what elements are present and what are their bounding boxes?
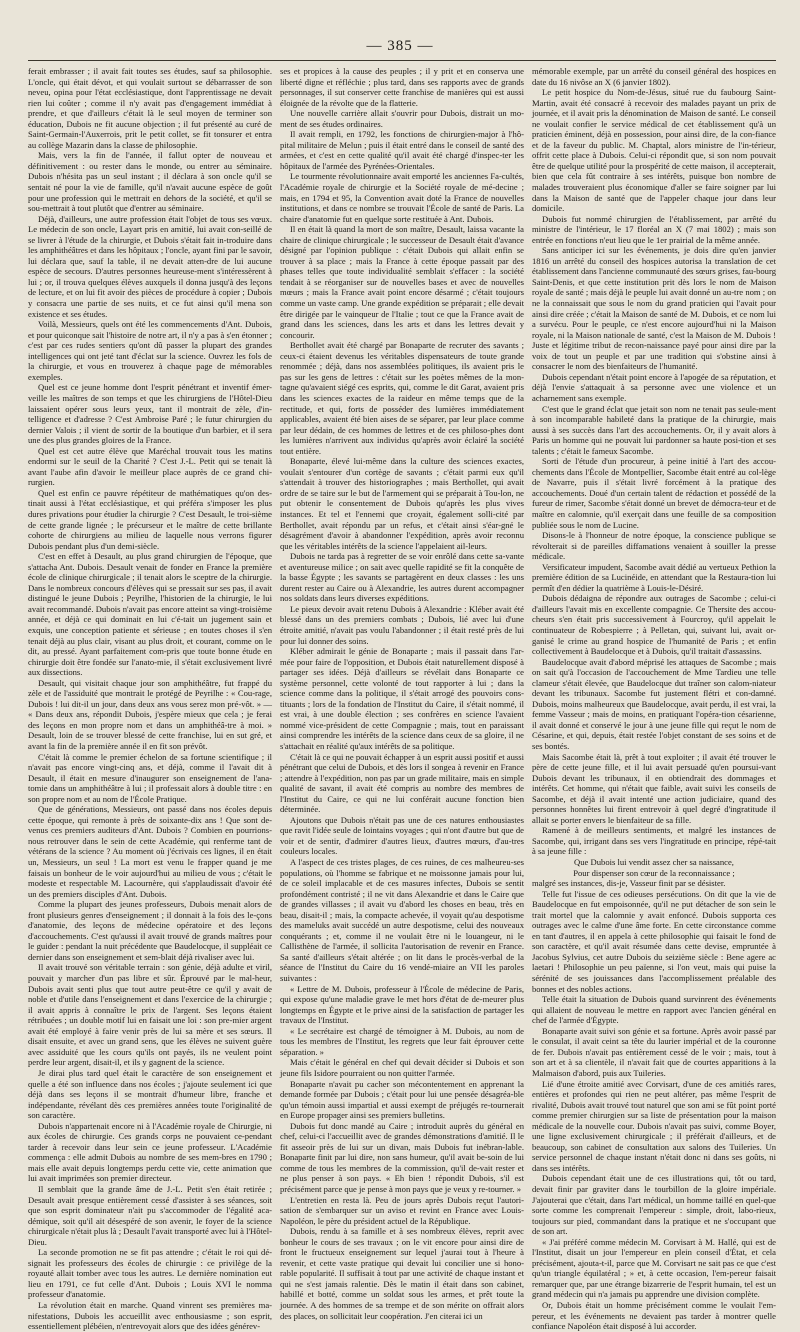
paragraph: malgré ses instances, dis-je, Vasseur finit par se désister. — [532, 878, 726, 889]
paragraph: Sans anticiper ici sur les événements, je dois dire qu'en janvier 1816 un arrêté du conseil des hospices autorisa la translation de cet établissement dans l'ancienne communauté des sœurs grises, fau-bourg Saint-Denis, et que cette institution prit dès lors le nom de Maison royale de santé ; mais déjà le peuple lui avait donné un au-tre nom ; on ne la connaissait que sous le nom du grand praticien qui l'avait pour ainsi dire créée ; c'était la Maison de santé de M. Dubois, et ce nom lui a survécu. Pour le peuple, ce n'est encore aujourd'hui ni la Maison royale, ni la Maison nationale de santé, c'est la Maison de M. Dubois ! Juste et légitime tribut de recon-naissance payé pour ainsi dire par la voix de tout un peuple et par une tradition qui s'obstine ainsi à consacrer le nom des bienfaiteurs de l'humanité. — [532, 245, 776, 372]
paragraph: Dubois ne tarda pas à regretter de se voir enrôlé dans cette sa-vante et aventureuse milice ; on sait avec quelle rapidité se fit la conquête de la basse Égypte ; les savants se partagèrent en deux classes : les uns durent rester au Caire ou à Alexandrie, les autres durent accompagner nos soldats dans leurs diverses expéditions. — [280, 551, 524, 604]
paragraph: « Lettre de M. Dubois, professeur à l'École de médecine de Paris, qui expose qu'une maladie grave le met hors d'état de de-meurer plus longtemps en Égypte et le prive ainsi de la satisfaction de partager les travaux de l'Institut. — [280, 983, 524, 1026]
paragraph: Déjà, d'ailleurs, une autre profession était l'objet de tous ses vœux. Le médecin de son oncle, Layart pris en amitié, lui avait con-seillé de se livrer à l'étude de la chirurgie, et Dubois s'était fait in-troduire dans les amphithéâtres et dans les hôpitaux ; l'oncle, ayant fini par le savoir, lui déclara que, sauf la table, il ne devait atten-dre de lui aucune espèce de secours. D'autres personnes heureuse-ment s'intéressèrent à lui ; or, il trouva quelques élèves auxquels il donna jusqu'à des leçons de lecture, et on lui fit avoir des pièces de procédure à copier ; Dubois y consacra une partie de ses nuits, et ce fut ainsi qu'il mena son existence et ses études. — [28, 213, 272, 319]
paragraph: Disons-le à l'honneur de notre époque, la conscience publique se révolterait si de pareilles diffamations venaient à souiller la presse médicale. — [532, 530, 776, 562]
paragraph: Mais, vers la fin de l'année, il fallut opter de nouveau et définitivement : ou rester dans le monde, ou entrer au séminaire. Dubois n'hésita pas un seul instant ; il déclara à son oncle qu'il se sentait né pour la vie de famille, qu'il n'avait aucune espèce de goût pour une profession qui le mettrait en dehors de la société, et qu'il se sou-mettrait à tout plutôt que d'entrer au séminaire. — [28, 150, 272, 214]
paragraph: Pour dispenser son cœur de la reconnaissance ; — [573, 867, 735, 878]
paragraph: Le tourmente révolutionnaire avait emporté les anciennes Fa-cultés, l'Académie royale de chirurgie et la Société royale de mé-decine ; mais, en 1794 et 95, la Convention avait doté la France de nouvelles institutions, et dans ce nombre se trouvait l'École de santé de Paris. La chaire d'anatomie fut en quelque sorte restituée à Ant. Dubois. — [280, 171, 524, 224]
paragraph: Sorti de l'étude d'un procureur, à peine initié à l'art des accou-chements dans l'École de Montpellier, Sacombe était entré au col-lège de Navarre, puis il s'était livré forcément à la pratique des accouchements. Doué d'un certain talent de rédaction et possédé de la fureur de rimer, Sacombe s'était donné un brevet de démocra-teur et de maître en calomnie, qu'il exerçait dans une feuille de sa composition publiée sous le nom de Lucine. — [532, 456, 776, 530]
paragraph: Dubois cependant était une de ces illustrations qui, tôt ou tard, devait finir par graviter dans le tourbillon de la gloire impériale. J'ajouterai que c'était, dans l'art médical, un homme taillé en quel-que sorte comme les comprenait l'empereur : simple, droit, labo-rieux, toujours sur pied, commandant dans la pratique et ne s'occupant que de son art. — [532, 1173, 776, 1237]
text-columns — [28, 66, 776, 1332]
paragraph: La révolution était en marche. Quand vinrent ses premières ma-nifestations, Dubois les accueillit avec enthousiasme ; son esprit, essentiellement plébéien, n'entrevoyait alors que des idées générev- — [28, 1299, 272, 1332]
paragraph: Dubois fut nommé chirurgien de l'établissement, par arrêté du ministre de l'intérieur, le 17 floréal an X (7 mai 1802) ; mais son entrée en fonctions n'eut lieu que le 1er prairial de la même année. — [532, 213, 776, 245]
paragraph: Comme la plupart des jeunes professeurs, Dubois menait alors de front plusieurs genres d'enseignement ; il donnait à la fois des le-çons d'anatomie, des leçons de médecine opératoire et des leçons d'accouchements. C'est qu'aussi il avait trouvé de grands maîtres pour le guider : pendant la nuit précédente que Baudelocque, il suppléait ce dernier dans son enseignement et sem-blait déjà rivaliser avec lui. — [28, 899, 272, 962]
paragraph: « Le secrétaire est chargé de témoigner à M. Dubois, au nom de tous les membres de l'Institut, les regrets que leur fait éprouver cette séparation. » — [280, 1025, 524, 1057]
paragraph: La seconde promotion ne se fit pas attendre ; c'était le roi qui dé-signait les professeurs des écoles de chirurgie : ce privilège de la royauté allait tomber avec tous les autres. Le dernière nomination eut lieu en 1791, ce fut celle d'Ant. Dubois ; Louis XVI le nomma professeur d'anatomie. — [28, 1247, 272, 1300]
paragraph: Le petit hospice du Nom-de-Jésus, situé rue du faubourg Saint-Martin, avait été consacré à recevoir des malades payant un prix de journée, et il avait pris la dénomination de Maison de santé. Le conseil ne voulait confier le service médical de cet établissement qu'à un praticien éminent, déjà en possession, pour ainsi dire, de la con-fiance et de la faveur du public. M. Chaptal, alors ministre de l'in-térieur, offrit cette place à Dubois. Celui-ci répondit que, si son nom pouvait être de quelque utilité pour la prospérité de cette maison, il accepterait, bien que cela fût contraire à ses intérêts, puisque bon nombre de malades trouveraient plus économique d'aller se faire soigner par lui dans la Maison de santé que de l'appeler chaque jour dans leur domicile. — [532, 87, 776, 214]
paragraph: Ramené à de meilleurs sentiments, et malgré les instances de Sacombe, qui, irrigant dans ses vers l'ingratitude en principe, répé-tait à sa jeune fille : — [532, 825, 776, 857]
paragraph: Lié d'une étroite amitié avec Corvisart, d'une de ces amitiés rares, entières et profondes qui rien ne peut altérer, pas même l'esprit de rivalité, Dubois avait trouvé tout naturel que son ami se fût point porté comme premier chirurgien sur sa liste de présentation pour la maison médicale de la nouvelle cour. Dubois n'avait pas suivi, comme Boyer, une ligne exclusivement chirurgicale ; il préférait d'ailleurs, et de beaucoup, son cabinet de consultation aux salons des Tuileries. Un service personnel de chaque instant n'était donc ni dans ses goûts, ni dans ses intérêts. — [532, 1078, 776, 1173]
paragraph: Dubois, rendu à sa famille et à ses nombreux élèves, reprit avec bonheur le cours de ses travaux ; on le vit encore pour ainsi dire de front le fructueux enseignement sur lequel j'aurai tout à l'heure à revenir, et cette vaste pratique qui devait lui concilier une si hono-rable popularité. Il suffisait à tout par une activité de chaque instant et qui ne s'est jamais ralentie. Dès le matin il était dans son cabinet, habillé et botté, comme un soldat sous les armes, et prêt toute la journée. A des hommes de sa trempe et de son mérite on offrait alors des places, on sollicitait leur coopération. J'en citerai ici un — [280, 1226, 524, 1321]
paragraph: Dubois dédaigna de répondre aux outrages de Sacombe ; celui-ci d'ailleurs l'avait mis en excellente compagnie. Ce Thersite des accou-cheurs s'en était pris successivement à Fourcroy, qu'il appelait le continuateur de Robespierre ; à Pelletan, qui, suivant lui, avait or-ganisé le crime au grand hospice de l'humanité de Paris ; et enfin collectivement à Baudelocque et à Dubois, qu'il traitait d'assassins. — [532, 593, 776, 657]
column-middle — [280, 66, 524, 1321]
paragraph: Que de générations, Messieurs, ont passé dans nos écoles depuis cette époque, qui remonte à près de soixante-dix ans ! Que sont de-venus ces premiers auditeurs d'Ant. Dubois ? Combien en pourrions-nous retrouver dans le sein de cette Académie, qui renferme tant de vétérans de la science ? Au moment où j'écrivais ces lignes, il en était un, Messieurs, un seul ! La mort est venu le frapper quand je me faisais un bonheur de le voir aujourd'hui au milieu de vous ; c'était le modeste et respectable M. Lacournère, qui s'applaudissait d'avoir été un des premiers disciples d'Ant. Dubois. — [28, 804, 272, 899]
paragraph: C'était là comme le premier échelon de sa fortune scientifique ; il n'avait pas encore vingt-cinq ans, et déjà, comme il l'avait dit à Desault, il était en mesure d'inaugurer son enseignement de l'ana-tomie dans un amphithéâtre à lui ; il professait alors à double titre : en son propre nom et au nom de l'École Pratique. — [28, 751, 272, 804]
paragraph: Desault, qui visitait chaque jour son amphithéâtre, fut frappé du zèle et de l'assiduité que montrait le protégé de Peyrilhe : « Cou-rage, Dubois ! lui dit-il un jour, dans deux ans vous serez mon pré-vôt. » — « Dans deux ans, répondit Dubois, j'espère mieux que cela ; je ferai des leçons en mon propre nom et dans un amphithéâ-tre à moi. » Desault, loin de se trouver blessé de cette franchise, lui en sut gré, et avant la fin de la première année il en fit son prévôt. — [28, 677, 272, 751]
paragraph: Dubois n'appartenait encore ni à l'Académie royale de Chirurgie, ni aux écoles de chirurgie. Ces grands corps ne pouvaient ce-pendant tarder à recevoir dans leur sein ce jeune professeur. L'Académie commença : elle admit Dubois au nombre de ses mem-bres en 1790 ; mais elle avait depuis longtemps perdu cette vie, cette animation que lui avait imprimées son premier directeur. — [28, 1120, 272, 1184]
paragraph: Quel est cet autre élève que Maréchal trouvait tous les matins endormi sur le seuil de la Charité ? C'est J.-L. Petit qui se tenait là avant l'aube afin d'avoir le meilleur place auprès de ce grand chi-rurgien. — [28, 445, 272, 488]
paragraph: ses et propices à la cause des peuples ; il y prit et en conserva une liberté digne et réfléchie ; plus tard, dans ses rapports avec de grands personnages, il sut conserver cette franchise de manières qui est aussi éloignée de la révolte que de la flatterie. — [280, 66, 524, 108]
paragraph: Mais Sacombe était là, prêt à tout exploiter ; il avait été trouver le père de cette jeune fille, et il lui avait persuadé qu'en poursui-vant Dubois devant les tribunaux, il en obtiendrait des dommages et intérêts. Cet homme, qui n'était que faible, avait suivi les conseils de Sacombe, et déjà il avait intenté une action judiciaire, quand des personnes honnêtes lui firent entrevoir à quel degré d'ingratitude il allait se porter envers le bienfaiteur de sa fille. — [532, 751, 776, 825]
paragraph: Voilà, Messieurs, quels ont été les commencements d'Ant. Dubois, et pour quiconque sait l'histoire de notre art, il n'y a pas à s'en étonner ; c'est par ces rudes sentiers qu'ont dû passer la plupart des grandes intelligences qui ont jeté tant d'éclat sur la science. Ouvrez les fols de la chirurgie, et vous en trouverez à chaque page de mémorables exemples. — [28, 319, 272, 382]
paragraph: Quel est enfin ce pauvre répétiteur de mathématiques qu'on des-tinait aussi à l'état ecclésiastique, et qui préféra s'imposer les plus dures privations pour étudier la chirurgie ? C'est Desault, le troi-sième de cette grande lignée ; le précurseur et le maître de cette brillante cohorte de chirurgiens au milieu de laquelle nous verrons figurer Dubois pendant plus d'un demi-siècle. — [28, 487, 272, 551]
paragraph: Il semblait que la grande âme de J.-L. Petit s'en était retirée ; Desault avait presque entièrement cessé d'assister à ses séances, soit que son esprit dominateur n'ait pu s'accommoder de l'égalité aca-démique, soit qu'il ait désespéré de son avenir, le foyer de la science chirurgicale n'était plus là ; Desault l'avait transporté avec lui à l'Hôtel-Dieu. — [28, 1183, 272, 1247]
paragraph: Dubois fut donc mandé au Caire ; introduit auprès du général en chef, celui-ci l'accueillit avec de grandes démonstrations d'amitié. Il le fit asseoir près de lui sur un divan, mais Dubois fut inébran-lable. Bonaparte finit par lui dire, non sans humeur, qu'il avait be-soin de lui comme de tous les membres de la commission, qu'il de-vait rester et ne plus penser à son pays. « Eh bien ! répondit Dubois, s'il est précisément parce que je pense à mon pays que je veux y re-tourner. » — [280, 1120, 524, 1194]
paragraph: Bonaparte, élevé lui-même dans la culture des sciences exactes, voulait s'entourer d'un cortège de savants ; c'était parmi eux qu'il s'attendait à trouver des historiographes ; mais Berthollet, qui avait ordre de se taire sur le but de l'armement qui se préparait à Tou-lon, ne put obtenir le consentement de Dubois qu'après les plus vives instances. Et tel et l'ennemi que croyait, également solli-cité par Berthollet, avait répondu par un refus, et c'était ainsi s'éar-gné le désagrément d'avoir à abandonner l'expédition, après avoir reconnu que les véritables intérêts de la science l'appelaient ail-leurs. — [280, 456, 524, 551]
paragraph: « J'ai préféré comme médecin M. Corvisart à M. Hallé, qui est de l'Institut, disait un jour l'empereur en plein conseil d'État, et cela précisément, ajouta-t-il, parce que M. Corvisart ne sait pas ce que c'est qu'un triangle équilatéral ; » et, à cette occasion, l'em-pereur faisait remarquer que, par une étrange bizarrerie de l'esprit humain, tel est un grand médecin qui n'a jamais pu apprendre une division complète. — [532, 1236, 776, 1300]
paragraph: A l'aspect de ces tristes plages, de ces ruines, de ces malheureu-ses populations, où l'homme se fabrique et ne moissonne jamais pour lui, de ce soleil implacable et de ces masures infectes, Dubois se sentit profondément contristé ; il ne vit dans Alexandrie et dans le Caire que de grandes villasses ; il avait vu d'abord les choses en beau, très en beau, disait-il ; mais, la compacte achevée, il voyait qu'au despotisme des mameluks avait succédé un autre despotisme, celui des nouveaux conquérants ; et, comme il ne voulait être ni le louangeur, ni le Callisthène de l'armée, il sollicita l'autorisation de revenir en France. Sa santé d'ailleurs s'était altérée ; on lit dans le procès-verbal de la séance de l'Institut du Caire du 16 vendé-miaire an VII les paroles suivantes : — [280, 857, 524, 984]
paragraph: Quel est ce jeune homme dont l'esprit pénétrant et inventif émer-veille les maîtres de son temps et que les chirurgiens de l'Hôtel-Dieu laissaient opérer sous leurs yeux, tant il montrait de zèle, d'in-telligence et d'adresse ? C'est Ambroise Paré ; le futur chirurgien du dernier Valois ; il vient de sortir de la boutique d'un barbier, et il sera une des plus grandes gloires de la France. — [28, 382, 272, 446]
paragraph: Il en était là quand la mort de son maître, Desault, laissa vacante la chaire de clinique chirurgicale ; le successeur de Desault était d'avance désigné par l'opinion publique : c'était Dubois qui allait enfin se trouver à sa place ; mais la France à cette époque passait par des phases telles que toute individualité semblait s'effacer : la société tendait à se réorganiser sur de nouvelles bases et avec de nouvelles mœurs ; mais la France avait point encore désarmé ; c'était toujours comme un vaste camp. Une grande expédition se préparait ; elle devait être dirigée par le vainqueur de l'Italie ; tout ce que la France avait de grand dans les sciences, dans les arts et dans les lettres devait y concourir. — [280, 224, 524, 340]
column-right — [532, 66, 776, 1332]
paragraph: Que Dubois lui vendit assez cher sa naissance, — [574, 857, 734, 868]
paragraph: Or, Dubois était un homme précisément comme le voulait l'em-pereur, et les événements ne devaient pas tarder à montrer quelle confiance Napoléon était disposé à lui accorder. — [532, 1299, 776, 1332]
paragraph: Berthollet avait été chargé par Bonaparte de recruter des savants ; ceux-ci étaient devenus les véritables dispensateurs de toute grande renommée ; déjà, dans nos assemblées politiques, ils avaient pris le pas sur les gens de lettres : c'était sur les poètes mêmes de la mon-tagne qu'avaient siégé ces esprits, qui, comme le dit Garat, avaient pris dans les sciences exactes de la raideur en même temps que de la rectitude, et qui, forts de posséder des lumières immédiatement applicables, avaient été bien aises de se séparer, par leur place comme par leur dédain, de ces hommes de lettres et de ces philoso-phes dont les lumières n'arrivent aux individus qu'après avoir éclairé la société tout entière. — [280, 340, 524, 456]
paragraph: Le pieux devoir avait retenu Dubois à Alexandrie : Kléber avait été blessé dans un des premiers combats ; Dubois, lié avec lui d'une étroite amitié, n'avait pas voulu l'abandonner ; il était resté près de lui pour lui donner des soins. — [280, 603, 524, 646]
paragraph: ferait embrasser ; il avait fait toutes ses études, sauf sa philosophie. L'oncle, qui était dévot, et qui voulait surtout se débarrasser de son neveu, opina pour l'état ecclésiastique, dont l'apprentissage ne devait rien lui coûter ; comme il n'y avait pas d'engagement immédiat à prendre, et que d'ailleurs c'était là le seul moyen de terminer son éducation, Dubois ne fit aucune objection ; il fut présenté au curé de Saint-Germain-l'Auxerrois, prit le petit collet, se fit tonsurer et entra au collège Mazarin dans la classe de philosophie. — [28, 66, 272, 150]
paragraph: C'était là ce qui ne pouvait échapper à un esprit aussi positif et aussi pénétrant que celui de Dubois, et dès lors il songea à revenir en France ; attendre à l'expédition, non pas par un grade militaire, mais en simple qualité de savant, il avait été compris au nombre des membres de l'Institut du Caire, ce qui ne lui conférait aucune fonction bien déterminée. — [280, 751, 524, 815]
paragraph: Baudelocque avait d'abord méprisé les attaques de Sacombe ; mais on sait qu'à l'occasion de l'accouchement de Mme Tardieu une telle clameur s'était élevée, que Baudelocque dut traîner son calom-niateur devant les tribunaux. Sacombe fut justement flétri et con-damné. Dubois, moins malheureux que Baudelocque, avait perdu, il est vrai, la femme Vasseur ; mais de moins, en pratiquant l'opéra-tion césarienne, il avait donné et conservé le jour à une jeune fille qui reçut le nom de Césarine, et qui, depuis, était restée l'objet constant de ses soins et de ses bontés. — [532, 656, 776, 751]
paragraph: Ajoutons que Dubois n'était pas une de ces natures enthousiastes que ravit l'idée seule de lointains voyages ; qui n'ont d'autre but que de voir et de sentir, d'admirer d'autres lieux, d'autres mœurs, d'au-tres couleurs locales. — [280, 814, 524, 857]
paragraph: Versificateur impudent, Sacombe avait dédié au vertueux Pethion la première édition de sa Lucinéide, en attendant que la Restaura-tion lui permît d'en dédier la quatrième à Louis-le-Désiré. — [532, 561, 776, 593]
paragraph: Telle fut l'issue de ces odieuses persécutions. On dit que la vie de Baudelocque en fut empoisonnée, qu'il ne put détacher de son sein le trait mortel que la calomnie y avait enfoncé. Dubois supporta ces outrages avec le calme d'une âme forte. En cette circonstance comme en tant d'autres, il en appela à cette philosophie qui faisait le fond de son caractère, et qu'il avait résumée dans cette devise, empruntée à Jacobus Sylvius, cet autre Dubois du seizième siècle : Bene agere ac laetari ! Philosophie un peu païenne, si l'on veut, mais qui puise la sérénité de ses jouissances dans l'accomplissement préalable des bonnes et des nobles actions. — [532, 888, 776, 994]
paragraph: Bonaparte avait suivi son génie et sa fortune. Après avoir passé par le consulat, il avait ceint sa tête du laurier impérial et de la couronne de fer. Dubois n'avait pas entièrement cessé de le voir ; mais, tout à son art et à sa clientèle, il n'avait fait que de courtes apparitions à la Malmaison d'abord, puis aux Tuileries. — [532, 1025, 776, 1078]
paragraph: Telle était la situation de Dubois quand survinrent des événements qui allaient de nouveau le mettre en rapport avec l'ancien général en chef de l'armée d'Égypte. — [532, 994, 776, 1026]
column-left — [28, 66, 272, 1332]
paragraph: Bonaparte n'avait pu cacher son mécontentement en apprenant la demande formée par Dubois ; c'était pour lui une pensée désagréa-ble qu'un témoin aussi impartial et aussi exempt de préjugés re-tournerait en Europe propager ainsi ses premiers bulletins. — [280, 1078, 524, 1121]
paragraph: Mais c'était le général en chef qui devait décider si Dubois et son jeune fils Isidore pourraient ou non quitter l'armée. — [280, 1057, 524, 1078]
paragraph: Kléber admirait le génie de Bonaparte ; mais il passait dans l'ar-mée pour faire de l'opposition, et Dubois était naturellement disposé à partager ses idées. Déjà d'ailleurs se révélait dans Bonaparte ce système personnel, cette volonté de tout rapporter à lui ; dans la science comme dans la politique, il s'était arrogé des pouvoirs cons-tituants ; lors de la fondation de l'Institut du Caire, il s'était nommé, il est vrai, à une double élection ; ses confrères en science l'avaient nommé vice-président de cette Compagnie ; mais, tout en paraissant ainsi comprendre les intérêts de la science dans ceux de sa gloire, il ne s'attachait en réalité qu'aux intérêts de sa politique. — [280, 646, 524, 751]
paragraph: L'entretien en resta là. Peu de jours après Dubois reçut l'autori-sation de s'embarquer sur un aviso et revint en France avec Louis-Napoléon, le père du président actuel de la République. — [280, 1194, 524, 1226]
page-number: — 385 — — [366, 38, 434, 54]
paragraph: Il avait rempli, en 1792, les fonctions de chirurgien-major à l'hô-pital militaire de Melun ; puis il était entré dans le conseil de santé des armées, et c'est en cette qualité qu'il avait été chargé d'inspec-ter les hôpitaux de l'armée des Pyrénées-Orientales. — [280, 129, 524, 171]
paragraph: C'est en effet à Desault, au plus grand chirurgien de l'époque, que s'attacha Ant. Dubois. Desault venait de fonder en France la première école de clinique chirurgicale ; il tenait alors le sceptre de la chirurgie. Dans le nombreux concours d'élèves qui se pressait sur ses pas, il avait distingué le jeune Dubois ; Peyrilhe, l'historien de la chirurgie, le lui avait recommandé. Dubois n'avait pas encore atteint sa vingt-troisième année, et déjà ce qui dominait en lui c'é-tait un jugement sain et exquis, une conception patiente et sérieuse ; en toutes choses il s'en tenait déjà au plus clair, visant au plus droit, et courant, comme on le dit, au pressé. Ayant parfaitement com-pris que toute bonne étude en chirurgie doit être fondée sur l'anato-mie, il s'était exclusivement livré aux dissections. — [28, 551, 272, 678]
paragraph: Il avait trouvé son véritable terrain : son génie, déjà adulte et viril, pouvait y marcher d'un pas libre et sûr. Éprouvé par le mal-heur, Dubois avait senti plus que tout autre peut-être ce qu'il y avait de noble et d'utile dans l'enseignement et dans l'exercice de la chirurgie ; il avait appris à connaître le prix de l'argent. Ses leçons étaient rétribuées ; un double motif lui en faisait une loi : son pre-mier argent avait été employé à faire venir près de lui sa mère et ses sœurs. Il disait ensuite, et avec un grand sens, que les élèves ne suivent guère avec assiduité que les cours qu'ils ont payés, ils ne veulent point perdre leur argent, disait-il, et ils y gagnent de la science. — [28, 962, 272, 1068]
paragraph: Une nouvelle carrière allait s'ouvrir pour Dubois, distrait un mo-ment de ses études ordinaires. — [280, 108, 524, 129]
paragraph: C'est que le grand éclat que jetait son nom ne tenait pas seule-ment à son incomparable habileté dans la pratique de la chirurgie, mais aussi à ses succès dans l'art des accouchements. Or, il y avait alors à Paris un homme qui ne pouvait lui pardonner sa haute posi-tion et ses talents ; c'était le fameux Sacombe. — [532, 403, 776, 456]
header-rule — [28, 60, 776, 61]
paragraph: Je dirai plus tard quel était le caractère de son enseignement et quelle a été son influence dans nos écoles ; j'ajoute seulement ici que déjà dans ses leçons il se montrait d'humeur libre, franche et indépendante, révélant dès ces premières années toute l'originalité de son caractère. — [28, 1067, 272, 1121]
paragraph: Dubois cependant n'était point encore à l'apogée de sa réputation, et déjà l'envie s'attaquait à sa personne avec une violence et un acharnement sans exemple. — [532, 371, 776, 403]
paragraph: mémorable exemple, par un arrêté du conseil général des hospices en date du 16 nivôse an X (6 janvier 1802). — [532, 66, 776, 87]
